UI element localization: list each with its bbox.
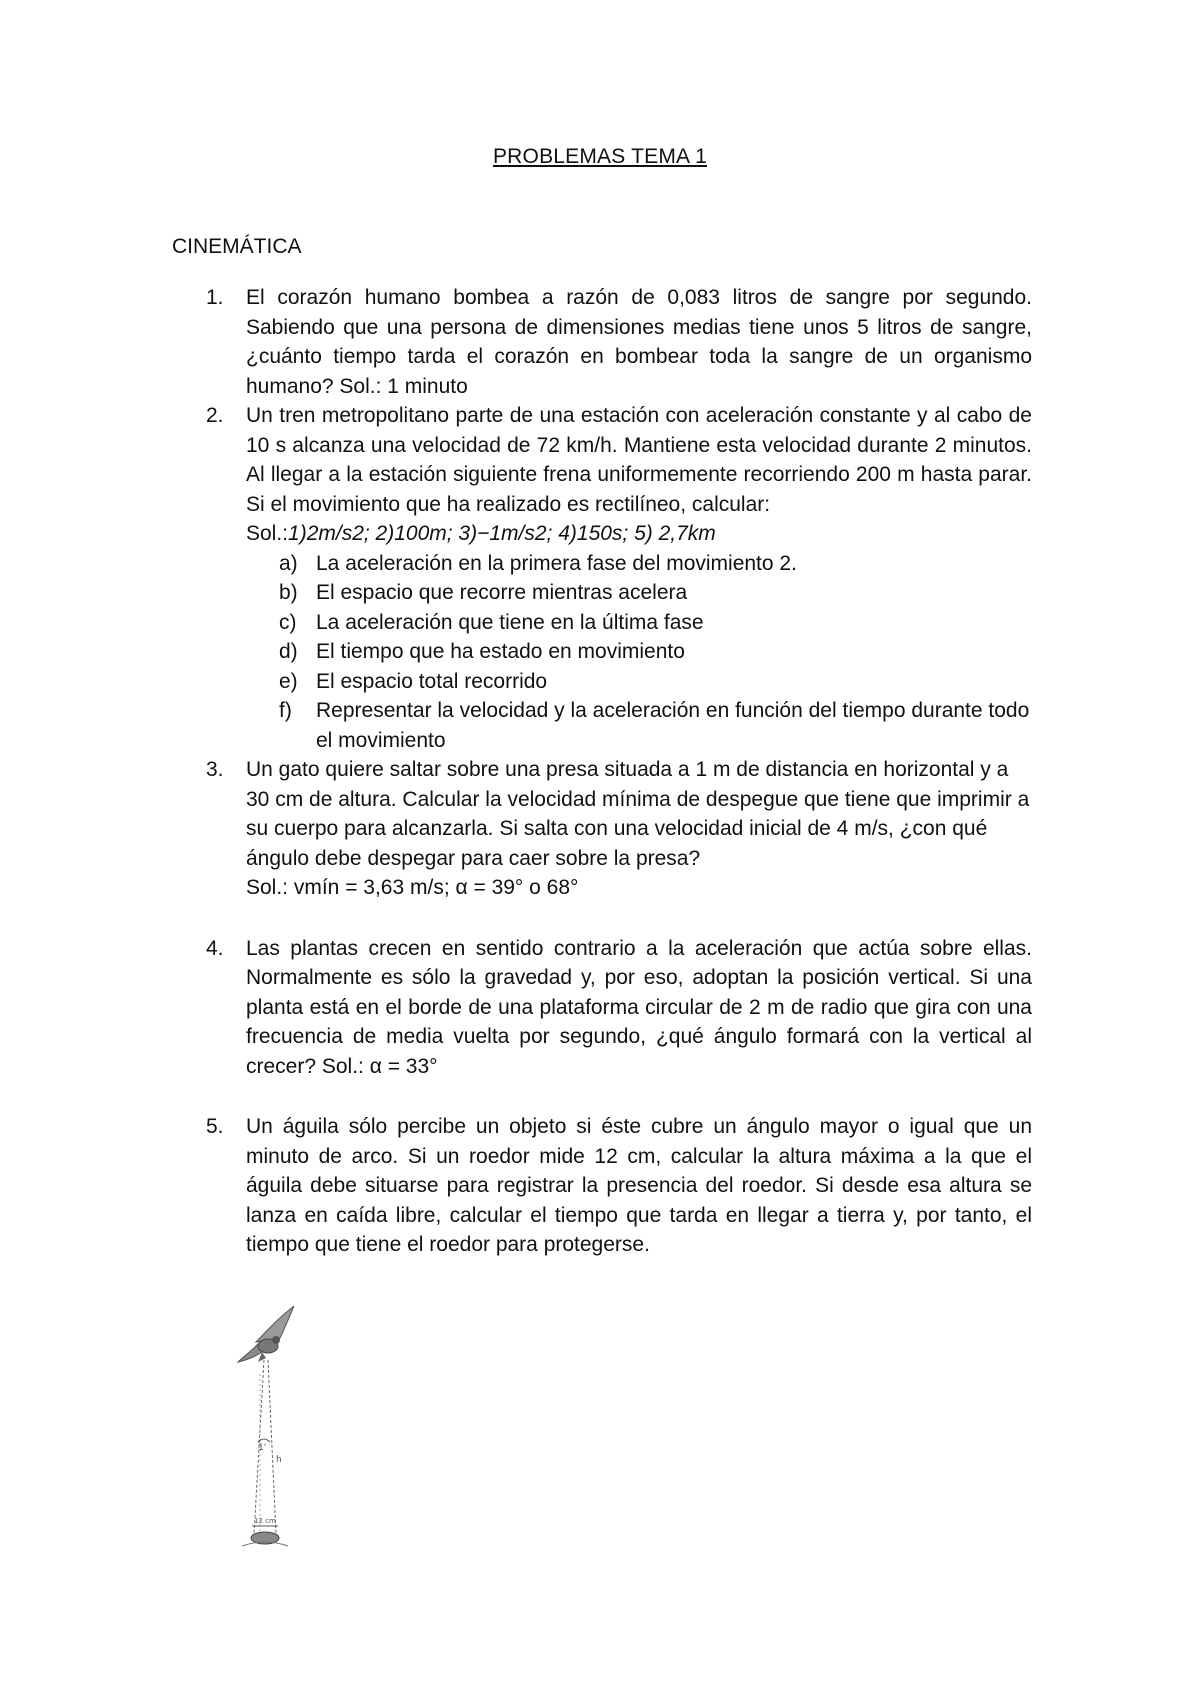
rodent-icon <box>242 1526 288 1546</box>
problem-number: 5. <box>206 1115 224 1138</box>
sub-question-text: El tiempo que ha estado en movimiento <box>316 640 685 663</box>
document-title: PROBLEMAS TEMA 1 <box>492 145 708 168</box>
sub-question-letter: f) <box>279 699 292 722</box>
solution-label: Sol.: <box>246 522 289 545</box>
problem-text: Un tren metropolitano parte de una estación con aceleración constante y al cabo de 10 s alcanza una velocidad de 72 km/h. Mantiene esta velocidad durante 2 minutos. Al llegar a la estación siguiente frena uniformemente recorriendo 200 m hasta parar. Si el movimiento que ha realizado es rectilíneo, calcular: <box>246 404 1032 516</box>
problem-1 <box>206 283 1032 401</box>
sub-question-text: El espacio que recorre mientras acelera <box>316 581 688 604</box>
problem-text: El corazón humano bombea a razón de 0,083 litros de sangre por segundo. Sabiendo que una persona de dimensiones medias tiene unos 5 litros de sangre, ¿cuánto tiempo tarda el corazón en bombear toda la sangre de un organismo humano? Sol.: 1 minuto <box>246 286 1032 398</box>
height-label: h <box>276 1455 282 1465</box>
problem-2 <box>206 401 1032 755</box>
eagle-diagram <box>236 1302 316 1550</box>
problem-number: 4. <box>206 936 224 960</box>
size-label: 12 cm <box>254 1517 276 1525</box>
eagle-figure <box>236 1302 316 1550</box>
sub-question-text: La aceleración en la primera fase del movimiento 2. <box>316 551 797 575</box>
sub-question-letter: c) <box>279 610 297 634</box>
sub-question-letter: e) <box>279 669 298 693</box>
sub-question-list <box>246 549 1032 756</box>
problem-number: 1. <box>206 286 224 309</box>
sub-question-text: Representar la velocidad y la aceleración en función del tiempo durante todo el movimiento <box>316 699 1030 752</box>
section-heading: CINEMÁTICA <box>172 235 302 258</box>
sub-question-letter: a) <box>279 551 298 575</box>
sub-question <box>246 667 1032 697</box>
problem-number: 3. <box>206 758 224 781</box>
eagle-icon <box>238 1306 294 1362</box>
problem-text: Las plantas crecen en sentido contrario a la aceleración que actúa sobre ellas. Normalmente es sólo la gravedad y, por eso, adoptan la posición vertical. Si una planta está en el borde de una plataforma circular de 2 m de radio que gira con una frecuencia de media vuelta por segundo, ¿qué ángulo formará con la vertical al crecer? Sol.: α = 33° <box>246 936 1032 1078</box>
sub-question-text: La aceleración que tiene en la última fase <box>316 610 704 634</box>
sub-question <box>246 608 1032 638</box>
angle-label: 1' <box>258 1443 267 1453</box>
problem-5 <box>206 1112 1032 1260</box>
sub-question <box>246 637 1032 667</box>
problem-list <box>206 283 1032 1260</box>
sub-question-letter: d) <box>279 640 298 663</box>
sub-question-letter: b) <box>279 581 298 604</box>
problem-solution <box>246 519 1032 549</box>
sub-question <box>246 578 1032 608</box>
problem-solution: Sol.: vmín = 3,63 m/s; α = 39° o 68° <box>246 876 579 899</box>
problem-text: Un gato quiere saltar sobre una presa situada a 1 m de distancia en horizontal y a 30 cm de altura. Calcular la velocidad mínima de despegue que tiene que imprimir a su cuerpo para alcanzarla. Si salta con una velocidad inicial de 4 m/s, ¿con qué ángulo debe despegar para caer sobre la presa? <box>246 758 1030 870</box>
sub-question <box>246 549 1032 579</box>
sub-question <box>246 696 1032 755</box>
sub-question-text: El espacio total recorrido <box>316 669 548 693</box>
problem-number: 2. <box>206 404 224 427</box>
problem-4 <box>206 934 1032 1082</box>
solution-values: 1)2m/s2; 2)100m; 3)−1m/s2; 4)150s; 5) 2,7km <box>288 522 716 545</box>
problem-text: Un águila sólo percibe un objeto si éste cubre un ángulo mayor o igual que un minuto de arco. Si un roedor mide 12 cm, calcular la altura máxima a la que el águila debe situarse para registrar la presencia del roedor. Si desde esa altura se lanza en caída libre, calcular el tiempo que tarda en llegar a tierra y, por tanto, el tiempo que tiene el roedor para protegerse. <box>246 1115 1032 1256</box>
problem-3 <box>206 755 1032 903</box>
